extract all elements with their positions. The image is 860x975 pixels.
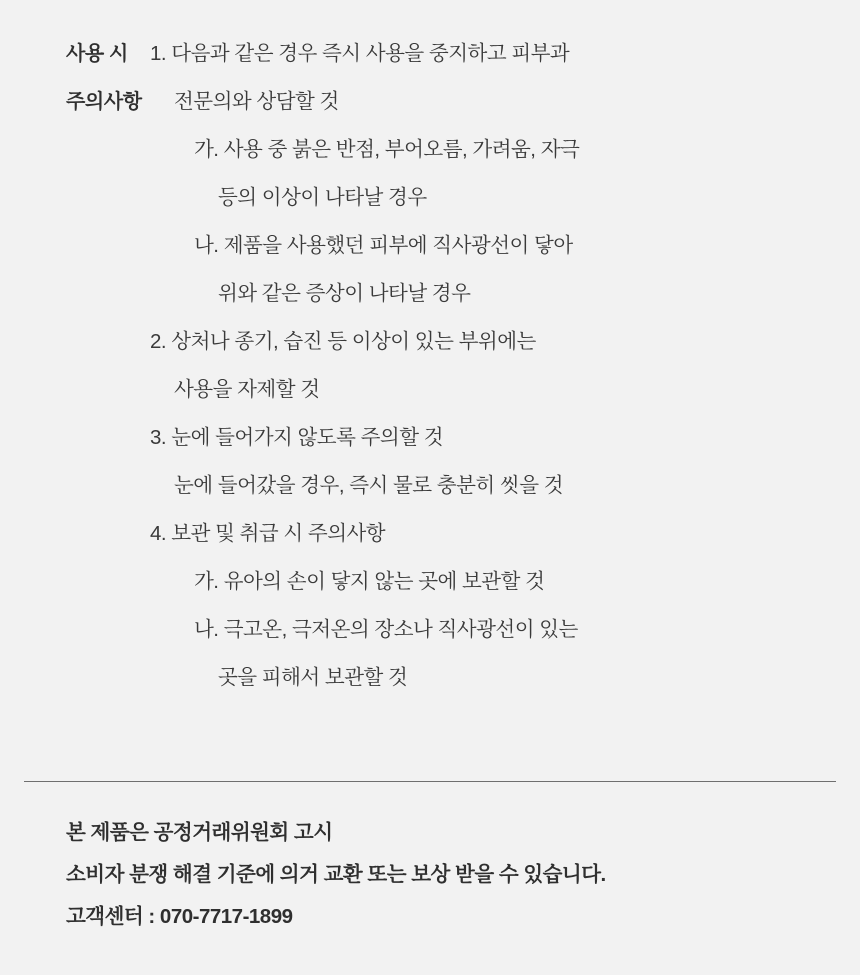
- footer-line: 소비자 분쟁 해결 기준에 의거 교환 또는 보상 받을 수 있습니다.: [66, 863, 606, 886]
- caution-line: 나. 제품을 사용했던 피부에 직사광선이 닿아: [194, 234, 573, 257]
- caution-line: 위와 같은 증상이 나타날 경우: [218, 282, 471, 305]
- caution-label-line-1: 사용 시: [66, 43, 128, 65]
- customer-center-line: 고객센터 : 070-7717-1899: [66, 905, 293, 928]
- caution-line: 나. 극고온, 극저온의 장소나 직사광선이 있는: [194, 618, 578, 641]
- caution-line: 3. 눈에 들어가지 않도록 주의할 것: [150, 426, 444, 449]
- caution-line: 가. 사용 중 붉은 반점, 부어오름, 가려움, 자극: [194, 138, 580, 161]
- caution-line: 곳을 피해서 보관할 것: [218, 666, 408, 689]
- caution-line: 가. 유아의 손이 닿지 않는 곳에 보관할 것: [194, 570, 545, 593]
- caution-line: 1. 다음과 같은 경우 즉시 사용을 중지하고 피부과: [150, 42, 570, 65]
- section-divider: [24, 781, 836, 782]
- caution-list: [150, 30, 860, 702]
- caution-line: 사용을 자제할 것: [174, 378, 320, 401]
- caution-line: 등의 이상이 나타날 경우: [218, 186, 427, 209]
- footer-notice: [0, 812, 860, 938]
- caution-line: 2. 상처나 종기, 습진 등 이상이 있는 부위에는: [150, 330, 536, 353]
- caution-line: 4. 보관 및 취급 시 주의사항: [150, 522, 386, 545]
- caution-label: [0, 30, 150, 702]
- caution-line: 전문의와 상담할 것: [174, 90, 339, 113]
- footer-line: 본 제품은 공정거래위원회 고시: [66, 821, 333, 844]
- caution-line: 눈에 들어갔을 경우, 즉시 물로 충분히 씻을 것: [174, 474, 564, 497]
- caution-label-line-2: 주의사항: [66, 91, 142, 113]
